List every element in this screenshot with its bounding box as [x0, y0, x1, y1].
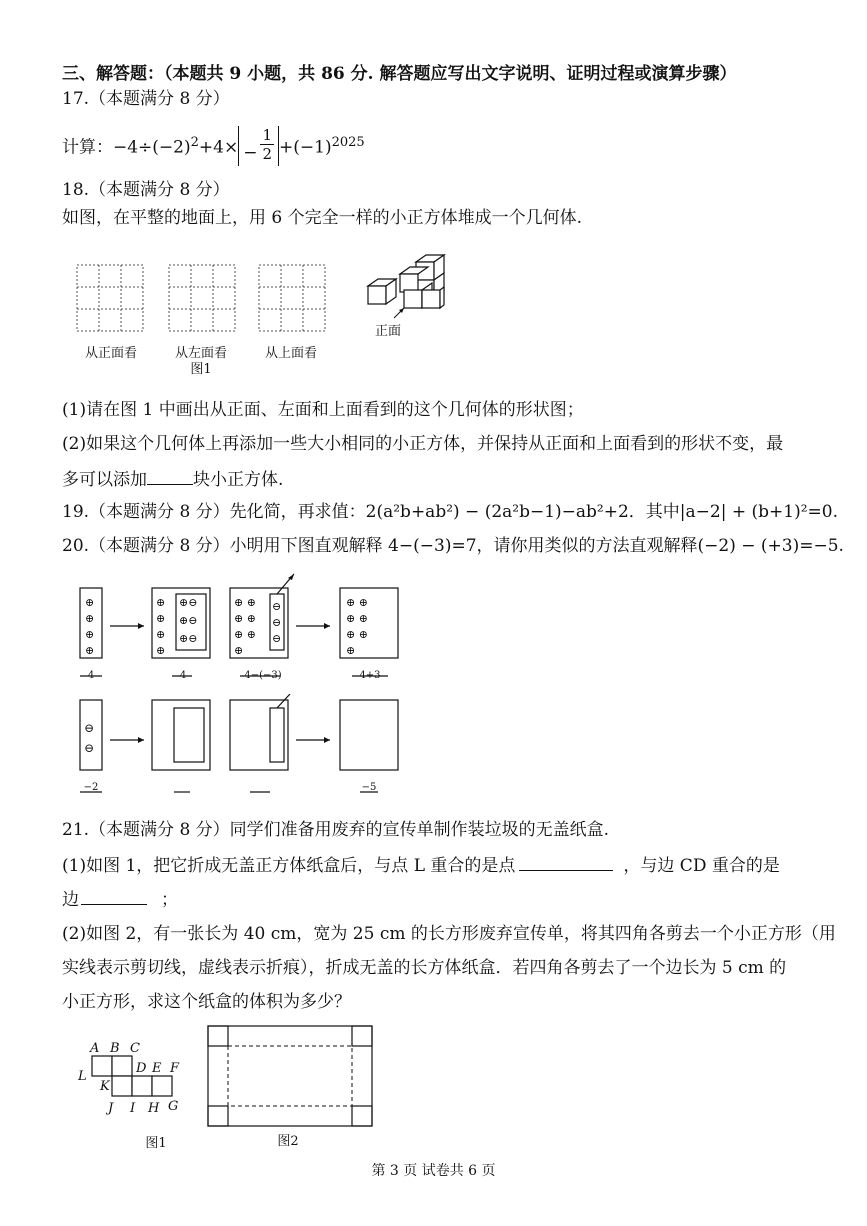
q21-cube-net — [74, 1036, 194, 1126]
q21-part1-post: ，与边 CD 重合的是 — [623, 856, 780, 876]
q21-point-blank — [519, 852, 613, 871]
q17-prefix: 计算：−4÷(−2) — [62, 137, 191, 158]
plus-sign: ⊕ — [234, 644, 244, 657]
page-footer: 第 3 页 试卷共 6 页 — [371, 1163, 496, 1179]
left-view-label: 从左面看 — [174, 346, 227, 361]
plus-sign: ⊕ — [156, 628, 166, 641]
q21-header: 21.（本题满分 8 分）同学们准备用废弃的宣传单制作装垃圾的无盖纸盒. — [62, 820, 610, 840]
net-letter-L: L — [78, 1069, 87, 1084]
cube-solid-drawing — [364, 252, 454, 322]
plus-sign: ⊕ — [156, 596, 166, 609]
q20-label-4b: 4 — [179, 670, 187, 681]
plus-sign: ⊕ ⊕ — [234, 596, 256, 609]
plus-sign: ⊕ ⊕ — [346, 612, 368, 625]
net-letter-J: J — [108, 1101, 114, 1116]
minus-sign: ⊖ — [272, 616, 282, 629]
q21-part1-line1 — [62, 852, 827, 878]
q17-exp2: 2025 — [331, 134, 365, 150]
q21-part2-line2: 实线表示剪切线，虚线表示折痕），折成无盖的长方体纸盒．若四角各剪去了一个边长为 5 cm 的 — [62, 958, 787, 978]
minus-sign: ⊖ — [272, 632, 282, 645]
net-letter-B: B — [110, 1041, 120, 1056]
q21-part2-line1: (2)如图 2，有一张长为 40 cm，宽为 25 cm 的长方形废弃宣传单，将其四角各剪去一个小正方形（用 — [62, 924, 836, 944]
q18-answer-blank — [147, 466, 193, 485]
q21-part1-pre: (1)如图 1，把它折成无盖正方体纸盒后，与点 L 重合的是点 — [62, 856, 516, 876]
q17-header: 17.（本题满分 8 分） — [62, 89, 230, 109]
minus-sign: ⊖ — [84, 721, 95, 735]
plus-sign: ⊕ — [156, 612, 166, 625]
net-letter-D: D — [136, 1061, 147, 1076]
q20-label-4-minus-neg3: 4−(−3) — [244, 670, 282, 681]
q20-label-4-plus-3: 4+3 — [359, 670, 381, 681]
plus-sign: ⊕⊖ — [179, 614, 198, 627]
q18-part2-pre: 多可以添加 — [62, 470, 147, 490]
plus-sign: ⊕ — [85, 596, 95, 609]
q17-expression — [62, 128, 827, 168]
plus-sign: ⊕ — [85, 628, 95, 641]
q20-label-4a: 4 — [87, 670, 95, 681]
net-letter-G: G — [168, 1099, 179, 1114]
q18-view-grids — [76, 264, 346, 334]
plus-sign: ⊕ ⊕ — [346, 628, 368, 641]
front-view-grid — [77, 265, 143, 331]
q18-part2-line2 — [62, 466, 827, 492]
q17-abs-sign: − — [243, 142, 258, 163]
q18-part2-line1: (2)如果这个几何体上再添加一些大小相同的小正方体，并保持从正面和上面看到的形状不变，最 — [62, 434, 784, 454]
q17-frac-den: 2 — [262, 145, 273, 163]
net-letter-H: H — [148, 1101, 160, 1116]
top-view-label: 从上面看 — [264, 346, 317, 361]
q21-fig2-label: 图2 — [277, 1134, 299, 1149]
plus-sign: ⊕ — [346, 644, 356, 657]
minus-sign: ⊖ — [272, 600, 282, 613]
top-view-grid — [259, 265, 325, 331]
net-letter-A: A — [90, 1041, 100, 1056]
plus-sign: ⊕ ⊕ — [346, 596, 368, 609]
q21-fig1-label: 图1 — [145, 1136, 167, 1151]
q20-text: 20.（本题满分 8 分）小明用下图直观解释 4−(−3)=7，请你用类似的方法直观解释(−2) − (+3)=−5. — [62, 536, 844, 556]
net-letter-I: I — [130, 1101, 136, 1116]
q18-header: 18.（本题满分 8 分） — [62, 180, 230, 200]
front-view-label: 从正面看 — [84, 346, 137, 361]
left-view-grid — [169, 265, 235, 331]
section-heading: 三、解答题：（本题共 9 小题，共 86 分. 解答题应写出文字说明、证明过程或演算步骤） — [62, 64, 737, 84]
q21-part1-line2 — [62, 886, 827, 912]
q19-text: 19.（本题满分 8 分）先化简，再求值：2(a²b+ab²) − (2a²b−1)−ab²+2．其中|a−2| + (b+1)²=0. — [62, 502, 838, 522]
plus-sign: ⊕ — [156, 644, 166, 657]
minus-sign: ⊖ — [84, 741, 95, 755]
plus-sign: ⊕ ⊕ — [234, 628, 256, 641]
q17-fraction — [260, 126, 274, 163]
plus-sign: ⊕⊖ — [179, 632, 198, 645]
q17-tail: +(−1) — [279, 137, 332, 158]
front-direction-label: 正面 — [374, 324, 401, 339]
q20-label-neg5: −5 — [361, 782, 377, 793]
net-letter-C: C — [130, 1041, 140, 1056]
q21-edge-blank — [81, 886, 147, 905]
net-letter-K: K — [100, 1079, 110, 1094]
figure1-label: 图1 — [190, 362, 212, 377]
q18-part1: (1)请在图 1 中画出从正面、左面和上面看到的这个几何体的形状图； — [62, 400, 584, 420]
q17-mid: +4× — [198, 137, 239, 158]
q21-box-sheet — [206, 1024, 374, 1130]
q17-frac-num: 1 — [262, 126, 273, 144]
q18-intro: 如图，在平整的地面上，用 6 个完全一样的小正方体堆成一个几何体. — [62, 208, 583, 228]
q17-exp1: 2 — [190, 134, 199, 150]
q21-part2-line3: 小正方形，求这个纸盒的体积为多少？ — [62, 992, 351, 1012]
q17-abs — [238, 126, 279, 166]
plus-sign: ⊕ ⊕ — [234, 612, 256, 625]
q21-part1b-post: ； — [161, 890, 178, 910]
q21-part1b-pre: 边 — [62, 890, 79, 910]
plus-sign: ⊕ — [85, 644, 95, 657]
net-letter-F: F — [170, 1061, 180, 1076]
q18-part2-post: 块小正方体. — [193, 470, 284, 490]
net-letter-E: E — [152, 1061, 162, 1076]
q20-label-neg2: −2 — [83, 782, 99, 793]
plus-sign: ⊕ — [85, 612, 95, 625]
plus-sign: ⊕⊖ — [179, 596, 198, 609]
